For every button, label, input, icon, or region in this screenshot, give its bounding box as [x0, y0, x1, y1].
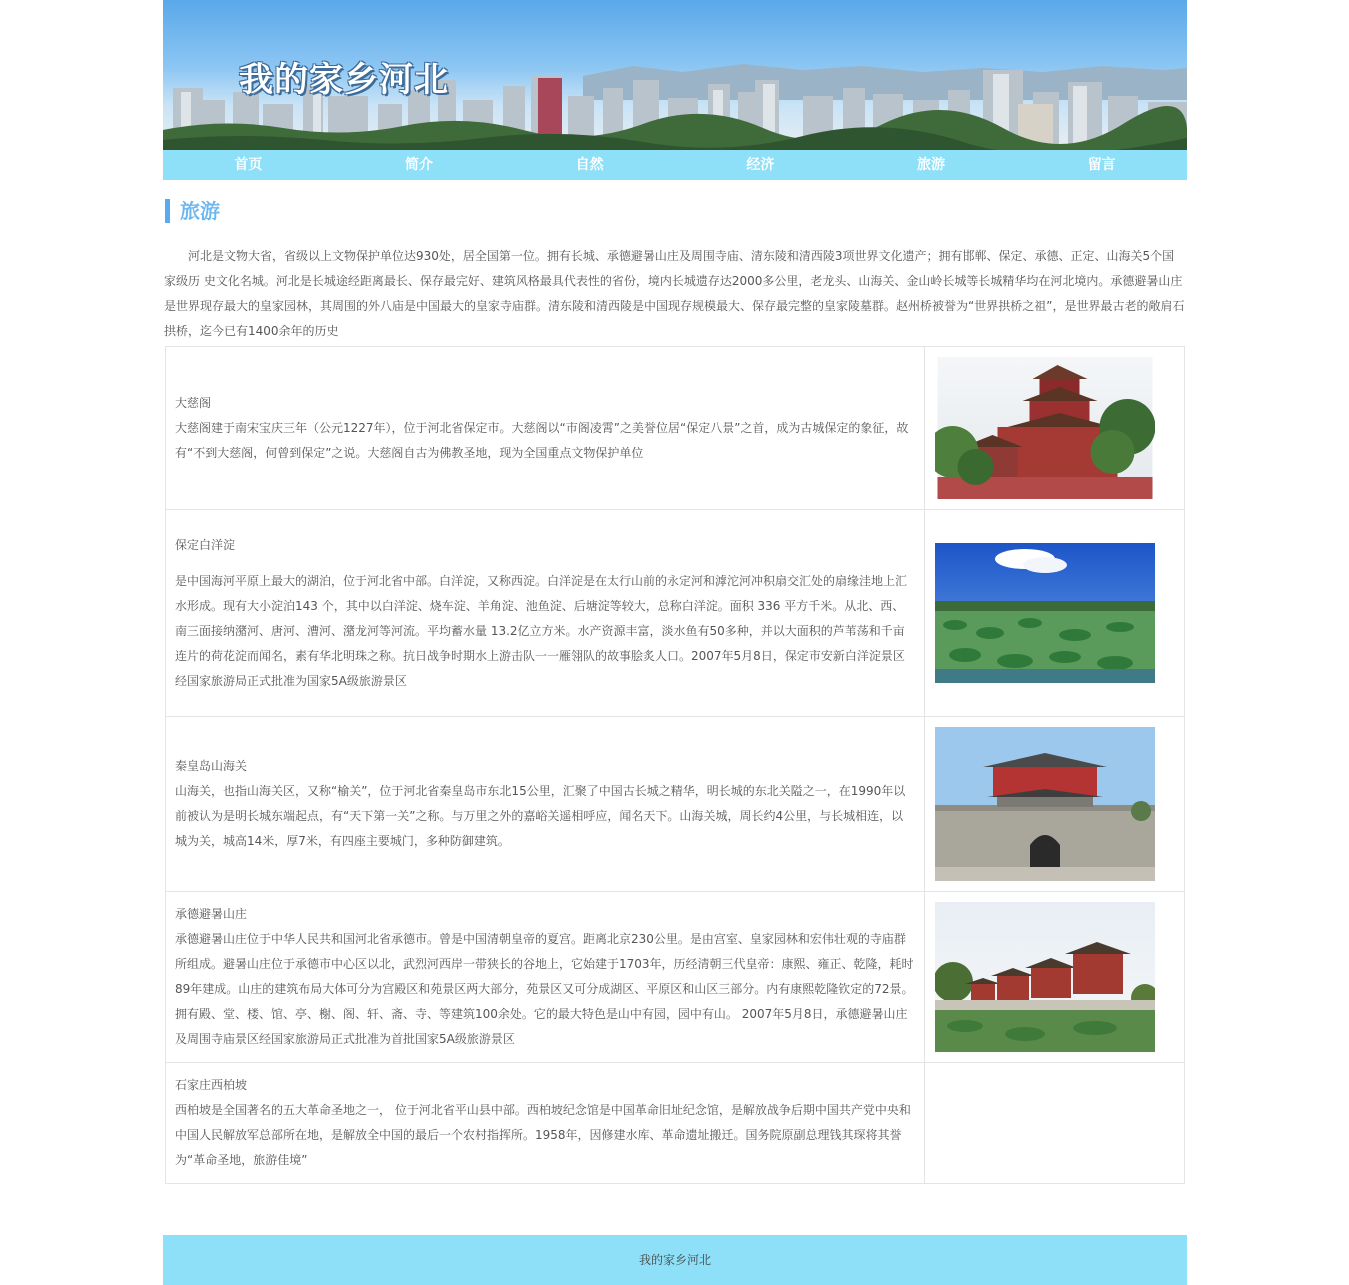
lotus-lake-photo: [935, 543, 1155, 683]
intro-paragraph: 河北是文物大省，省级以上文物保护单位达930处，居全国第一位。拥有长城、承德避暑山庄及周围寺庙、清东陵和清西陵3项世界文化遗产；拥有邯郸、保定、承德、正定、山海关5个国家级历 史文化名城。河北是长城途经距离最长、保存最完好、建筑风格最具代表性的省份，境内长城遗存达2000多公里，老龙头、山海关、金山岭长城等长城精华均在河北境内。承德避暑山庄是世界现存最大的皇家园林，其周围的外八庙是中国最大的皇家寺庙群。清东陵和清西陵是中国现存规模最大、保存最完整的皇家陵墓群。赵州桥被誉为“世界拱桥之祖”，是世界最古老的敞肩石拱桥，迄今已有1400余年的历史: [164, 249, 1185, 338]
banner-title: 我的家乡河北: [239, 60, 449, 100]
spot-image-cell: [924, 347, 1184, 510]
spot-description: 西柏坡是全国著名的五大革命圣地之一， 位于河北省平山县中部。西柏坡纪念馆是中国革命旧址纪念馆，是解放战争后期中国共产党中央和中国人民解放军总部所在地，是解放全中国的最后一个农村指挥所。1958年，因修建水库、革命遗址搬迁。国务院原副总理钱其琛将其誉为“革命圣地，旅游佳境”: [175, 1103, 911, 1167]
spot-image-cell: [924, 892, 1184, 1063]
page-wrapper: [163, 0, 1187, 180]
table-row: [166, 510, 1185, 717]
spot-name: 石家庄西柏坡: [175, 1078, 248, 1092]
spot-name: 大慈阁: [175, 395, 212, 410]
section-title: 旅游: [165, 199, 220, 223]
pavilion-photo: [935, 357, 1155, 499]
spot-text-cell: [166, 892, 925, 1063]
nav-item-tourism[interactable]: 旅游: [917, 157, 946, 173]
spot-text-cell: [166, 1063, 925, 1184]
table-row: [166, 347, 1185, 510]
resort-pavilions-photo: [935, 902, 1155, 1052]
nav-item-message[interactable]: 留言: [1087, 157, 1116, 173]
footer: [163, 1235, 1187, 1285]
spot-image-cell: [924, 510, 1184, 717]
footer-text: 我的家乡河北: [638, 1253, 711, 1267]
spot-name: 秦皇岛山海关: [175, 759, 248, 773]
table-row: [166, 892, 1185, 1063]
table-row: [166, 1063, 1185, 1184]
spot-image-cell-empty: [924, 1063, 1184, 1184]
table-row: [166, 717, 1185, 892]
nav-item-home[interactable]: 首页: [234, 157, 263, 173]
spot-text-cell: [166, 717, 925, 892]
spot-description: 承德避暑山庄位于中华人民共和国河北省承德市。曾是中国清朝皇帝的夏宫。距离北京230公里。是由宫室、皇家园林和宏伟壮观的寺庙群所组成。避暑山庄位于承德市中心区以北，武烈河西岸一带狭长的谷地上，它始建于1703年，历经清朝三代皇帝：康熙、雍正、乾隆，耗时89年建成。山庄的建筑布局大体可分为宫殿区和苑景区两大部分，苑景区又可分成湖区、平原区和山区三部分。内有康熙乾隆钦定的72景。拥有殿、堂、楼、馆、亭、榭、阁、轩、斋、寺、等建筑100余处。它的最大特色是山中有园，园中有山。 2007年5月8日，承德避暑山庄及周围寺庙景区经国家旅游局正式批准为首批国家5A级旅游景区: [175, 932, 914, 1046]
spot-text-cell: [166, 347, 925, 510]
spot-description: 山海关，也指山海关区，又称“榆关”，位于河北省秦皇岛市东北15公里，汇聚了中国古长城之精华，明长城的东北关隘之一，在1990年以前被认为是明长城东端起点，有“天下第一关”之称。与万里之外的嘉峪关遥相呼应，闻名天下。山海关城，周长约4公里，与长城相连，以城为关，城高14米，厚7米，有四座主要城门，多种防御建筑。: [175, 784, 906, 848]
spot-name: 保定白洋淀: [175, 537, 236, 552]
spot-description: 是中国海河平原上最大的湖泊，位于河北省中部。白洋淀，又称西淀。白洋淀是在太行山前的永定河和滹沱河冲积扇交汇处的扇缘洼地上汇水形成。现有大小淀泊143 个，其中以白洋淀、烧车淀、羊角淀、池鱼淀、后塘淀等较大，总称白洋淀。面积 336 平方千米。从北、西、南三面接纳潴河、唐河、漕河、潴龙河等河流。平均蓄水量 13.2亿立方米。水产资源丰富，淡水鱼有50多种，并以大面积的芦苇荡和千亩连片的荷花淀而闻名，素有华北明珠之称。抗日战争时期水上游击队一一雁翎队的故事脍炙人口。2007年5月8日，保定市安新白洋淀景区经国家旅游局正式批准为国家5A级旅游景区: [175, 573, 908, 688]
spot-description: 大慈阁建于南宋宝庆三年（公元1227年），位于河北省保定市。大慈阁以“市阁凌霄”之美誉位居“保定八景”之首，成为古城保定的象征，故有“不到大慈阁，何曾到保定”之说。大慈阁自古为佛教圣地，现为全国重点文物保护单位: [175, 420, 909, 460]
nav-item-economy[interactable]: 经济: [746, 157, 775, 173]
nav-item-nature[interactable]: 自然: [575, 157, 604, 173]
spot-image-cell: [924, 717, 1184, 892]
tourist-spots-table: [165, 346, 1185, 1184]
spot-name: 承德避暑山庄: [175, 907, 248, 921]
header-banner: [163, 0, 1187, 150]
main-nav: [163, 150, 1187, 180]
nav-item-intro[interactable]: 简介: [405, 157, 433, 173]
spot-text-cell: [166, 510, 925, 717]
gate-tower-photo: [935, 727, 1155, 881]
